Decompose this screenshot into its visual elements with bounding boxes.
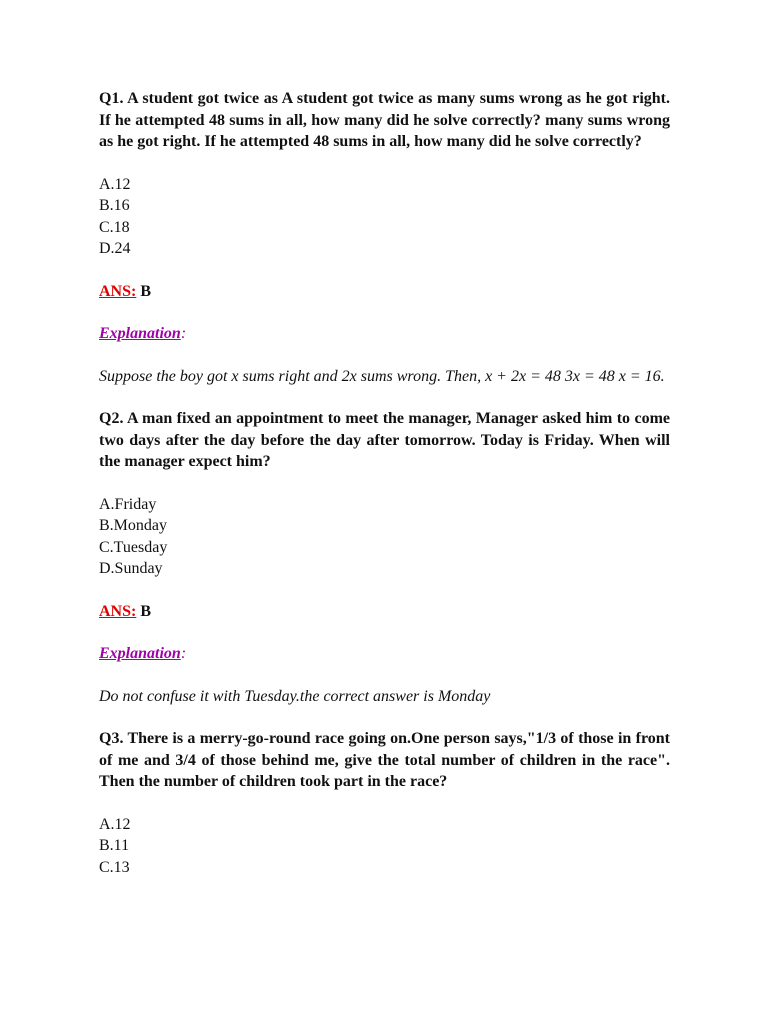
question-1-explanation: Suppose the boy got x sums right and 2x sums wrong. Then, x + 2x = 48 3x = 48 x = 16.: [99, 367, 665, 385]
question-2-answer: [99, 601, 670, 623]
answer-label: ANS:: [99, 282, 137, 300]
question-1-explanation-heading: [99, 323, 670, 345]
question-1-text: Q1. A student got twice as A student got twice as many sums wrong as he got right. If he attempted 48 sums in all, how many did he solve correctly? many sums wrong as he got right. If he attempted 48 sums in all, how many did he solve correctly?: [99, 90, 670, 150]
question-2-options: [99, 494, 670, 580]
option-d: D.24: [99, 240, 131, 257]
answer-value: B: [140, 282, 152, 300]
question-2-text: Q2. A man fixed an appointment to meet the manager, Manager asked him to come two days after the day before the day after tomorrow. Today is Friday. When will the manager expect him?: [99, 410, 670, 470]
option-a: A.Friday: [99, 495, 157, 513]
option-b: B.Monday: [99, 517, 167, 534]
option-d: D.Sunday: [99, 560, 163, 577]
option-c: C.Tuesday: [99, 538, 168, 556]
explanation-label: Explanation: [99, 645, 181, 662]
answer-value: B: [140, 602, 152, 620]
option-b: B.11: [99, 837, 130, 854]
question-1-answer: [99, 281, 670, 303]
question-2-explanation-heading: [99, 643, 670, 665]
explanation-label: Explanation: [99, 325, 181, 342]
question-3-options: [99, 814, 670, 879]
explanation-colon: :: [180, 645, 187, 662]
question-3-text: Q3. There is a merry-go-round race going on.One person says,"1/3 of those in front of me and 3/4 of those behind me, give the total number of children in the race". Then the number of children took part in the race?: [99, 730, 670, 790]
question-2-explanation: Do not confuse it with Tuesday.the correct answer is Monday: [99, 687, 491, 705]
answer-label: ANS:: [99, 602, 137, 620]
option-b: B.16: [99, 197, 130, 214]
option-a: A.12: [99, 175, 131, 193]
explanation-colon: :: [180, 325, 187, 342]
option-c: C.18: [99, 218, 130, 236]
option-c: C.13: [99, 858, 130, 876]
question-1-options: [99, 174, 670, 260]
option-a: A.12: [99, 815, 131, 833]
document-page: [99, 88, 670, 878]
